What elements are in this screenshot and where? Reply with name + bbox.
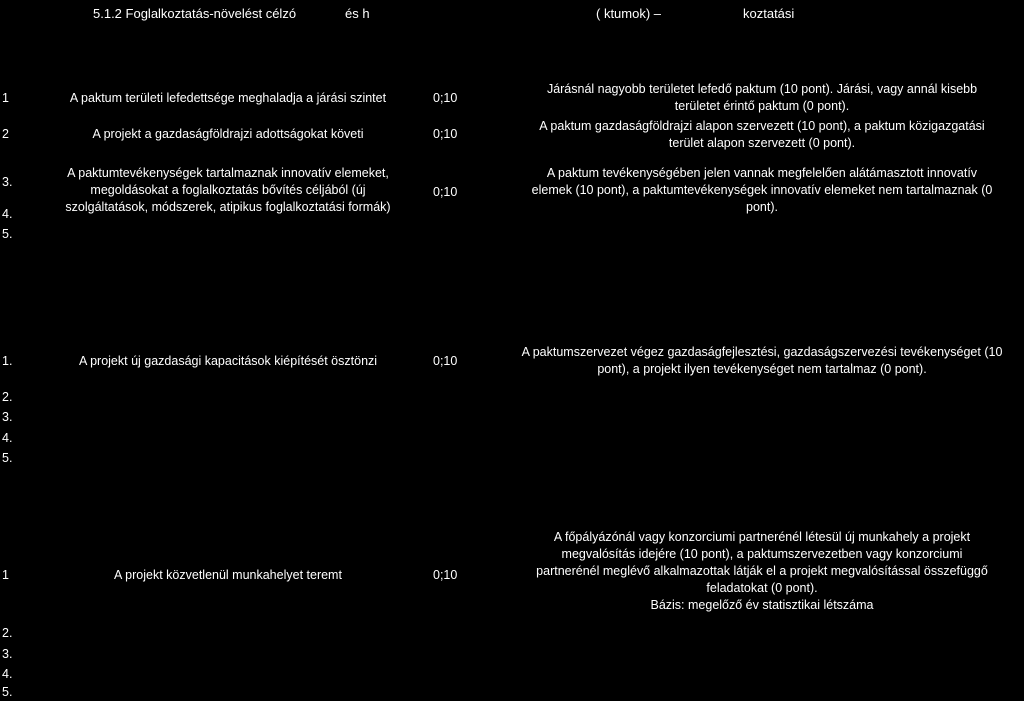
empty-row-number: 3. [2, 647, 13, 661]
row-number: 1 [2, 568, 9, 582]
score-range: 0;10 [433, 185, 458, 199]
description-line: A paktum tevékenységében jelen vannak megfelelően alátámasztott innovatív [546, 166, 978, 180]
empty-row-number: 4. [2, 431, 13, 445]
header-part-2: és h [345, 6, 370, 21]
description-block [500, 118, 1024, 152]
row-number: 1. [2, 354, 13, 368]
criterion-text: A paktum területi lefedettsége meghaladja a járási szintet [69, 91, 387, 105]
empty-row-number: 2. [2, 390, 13, 404]
description-block [500, 344, 1024, 378]
empty-row-number: 3. [2, 410, 13, 424]
row-number: 3. [2, 175, 13, 189]
header-part-3: ( ktumok) – [596, 6, 662, 21]
header-part-1: 5.1.2 Foglalkoztatás-növelést célzó [93, 6, 297, 21]
empty-row-number: 4. [2, 207, 13, 221]
criterion-line: szolgáltatások, módszerek, atipikus foglalkoztatási formák) [65, 200, 391, 214]
description-line: partnerénél meglévő alkalmazottak látják el a projekt megvalósítással összefüggő [536, 564, 988, 578]
score-range: 0;10 [433, 91, 458, 105]
criterion-line: A paktumtevékenységek tartalmaznak innovatív elemeket, [67, 166, 389, 180]
header-part-4: koztatási [743, 6, 795, 21]
criterion-text: A projekt új gazdasági kapacitások kiépítését ösztönzi [78, 354, 378, 368]
description-block [500, 81, 1024, 115]
empty-row-number: 2. [2, 626, 13, 640]
empty-row-number: 5. [2, 685, 13, 699]
description-line: elemek (10 pont), a paktumtevékenységek innovatív elemeket nem tartalmaznak (0 [531, 183, 993, 197]
description-block [500, 165, 1024, 216]
description-line: A paktum gazdaságföldrajzi alapon szervezett (10 pont), a paktum közigazgatási [539, 119, 985, 133]
description-line: Bázis: megelőző év statisztikai létszáma [650, 598, 874, 612]
criterion-text: A projekt közvetlenül munkahelyet teremt [114, 568, 342, 582]
score-range: 0;10 [433, 127, 458, 141]
empty-row-number: 5. [2, 227, 13, 241]
criterion-text: A projekt a gazdaságföldrajzi adottságokat követi [92, 127, 364, 141]
description-line: területet érintő paktum (0 pont). [674, 99, 850, 113]
row-number: 1 [2, 91, 9, 105]
score-range: 0;10 [433, 568, 458, 582]
description-line: A főpályázónál vagy konzorciumi partnerénél létesül új munkahely a projekt [553, 530, 971, 544]
criterion-block [28, 165, 428, 216]
description-line: terület alapon szervezett (0 pont). [668, 136, 856, 150]
description-line: feladatokat (0 pont). [706, 581, 818, 595]
score-range: 0;10 [433, 354, 458, 368]
description-block [500, 529, 1024, 614]
description-line: pont), a projekt ilyen tevékenységet nem tartalmaz (0 pont). [597, 362, 927, 376]
empty-row-number: 4. [2, 667, 13, 681]
row-number: 2 [2, 127, 9, 141]
description-line: A paktumszervezet végez gazdaságfejlesztési, gazdaságszervezési tevékenységet (10 [521, 345, 1003, 359]
description-line: Járásnál nagyobb területet lefedő paktum (10 pont). Járási, vagy annál kisebb [546, 82, 978, 96]
criterion-line: megoldásokat a foglalkoztatás bővítés céljából (új [90, 183, 366, 197]
description-line: pont). [746, 200, 778, 214]
description-line: megvalósítás idejére (10 pont), a paktumszervezetben vagy konzorciumi [561, 547, 963, 561]
empty-row-number: 5. [2, 451, 13, 465]
